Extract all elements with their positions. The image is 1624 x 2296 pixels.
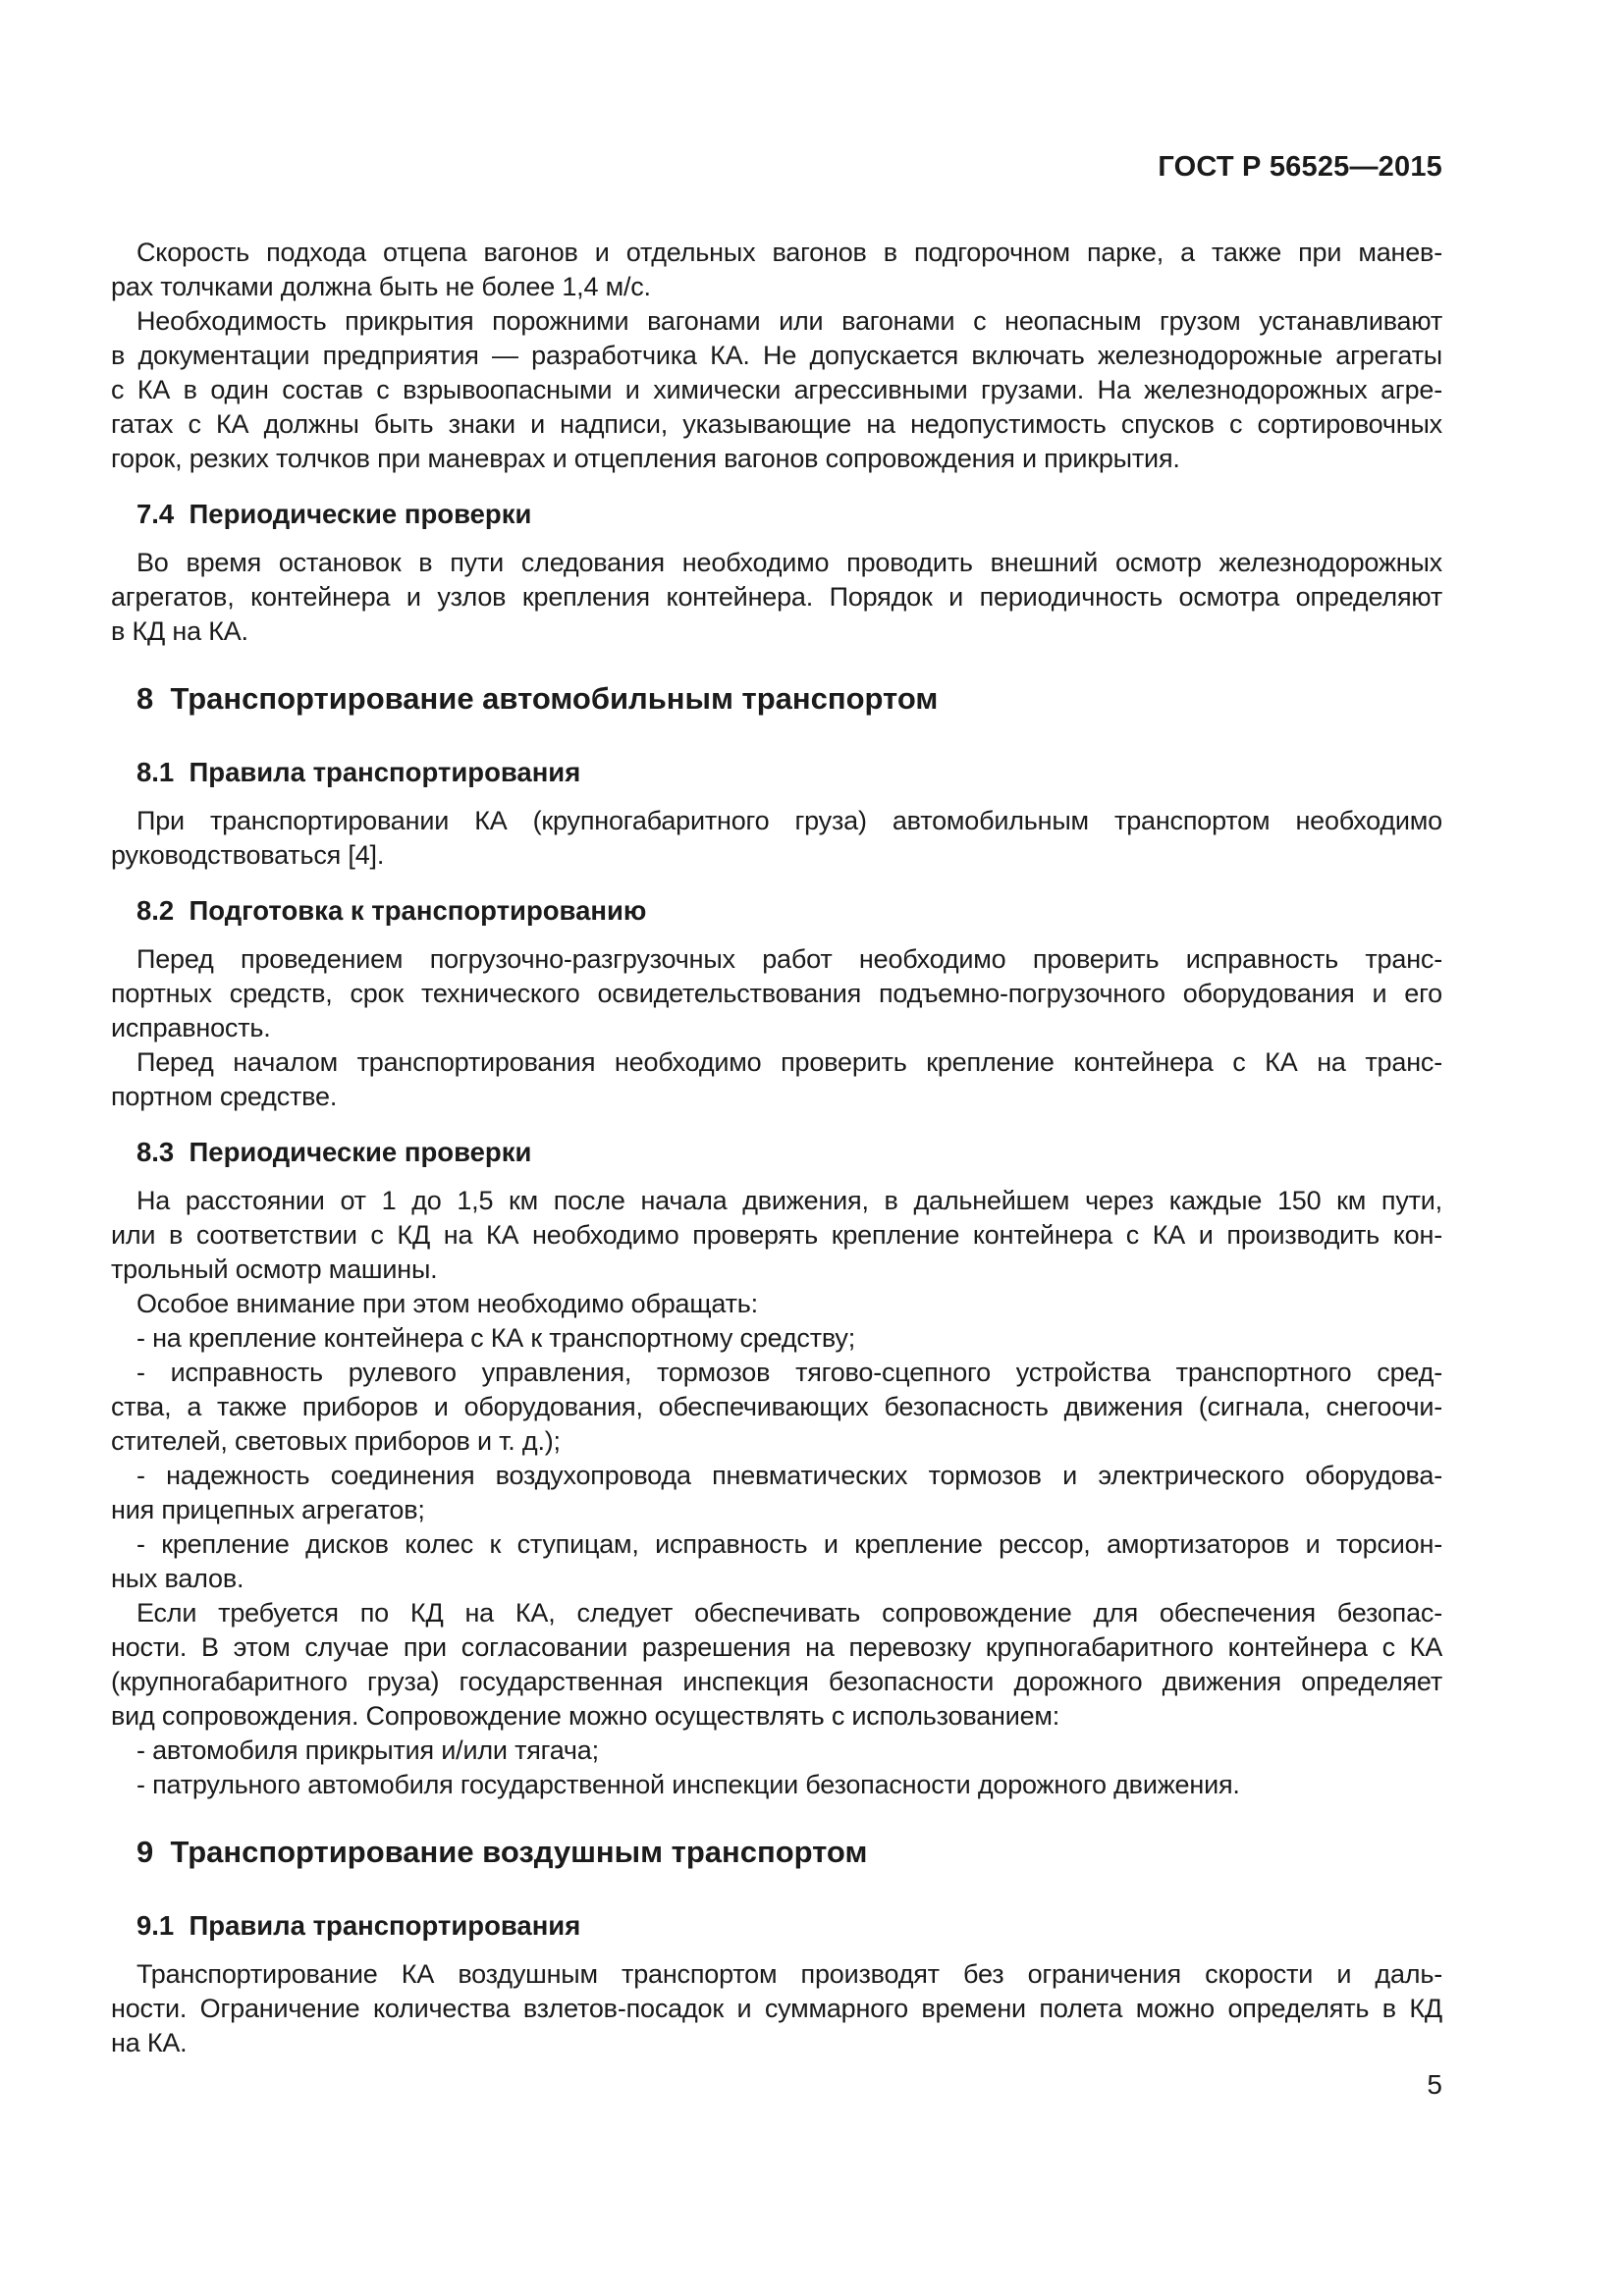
text-line: - патрульного автомобиля государственной инспекции безопасности дорожного движения. xyxy=(136,1770,1240,1799)
text-line: гатах с КА должны быть знаки и надписи, указывающие на недопустимость спусков с сортировочных xyxy=(111,409,1442,439)
document-code-header: ГОСТ Р 56525—2015 xyxy=(1158,151,1442,183)
paragraph xyxy=(111,1527,1442,1596)
paragraph xyxy=(111,804,1442,873)
text-line: - на крепление контейнера с КА к транспортному средству; xyxy=(136,1323,856,1353)
document-body xyxy=(111,236,1442,2060)
paragraph xyxy=(111,546,1442,649)
subsection-heading: 8.1 Правила транспортирования xyxy=(136,757,581,787)
paragraph xyxy=(111,304,1442,476)
text-line: (крупногабаритного груза) государственная инспекция безопасности дорожного движения определяет xyxy=(111,1667,1442,1696)
text-line: Во время остановок в пути следования необходимо проводить внешний осмотр железнодорожных xyxy=(136,548,1442,577)
text-line: агрегатов, контейнера и узлов крепления контейнера. Порядок и периодичность осмотра определяют xyxy=(111,582,1442,612)
paragraph xyxy=(111,1184,1442,1287)
subsection-heading: 8.2 Подготовка к транспортированию xyxy=(136,895,647,926)
text-line: - надежность соединения воздухопровода пневматических тормозов и электрического оборудова- xyxy=(136,1461,1442,1490)
text-line: портном средстве. xyxy=(111,1082,338,1111)
text-line: На расстоянии от 1 до 1,5 км после начала движения, в дальнейшем через каждые 150 км пути, xyxy=(136,1186,1442,1215)
paragraph xyxy=(111,1459,1442,1527)
paragraph xyxy=(111,1596,1442,1734)
text-line: ния прицепных агрегатов; xyxy=(111,1495,425,1524)
text-line: исправность. xyxy=(111,1013,271,1042)
text-line: Необходимость прикрытия порожними вагонами или вагонами с неопасным грузом устанавливают xyxy=(136,306,1442,336)
paragraph xyxy=(111,1045,1442,1114)
text-line: Скорость подхода отцепа вагонов и отдельных вагонов в подгорочном парке, а также при манев- xyxy=(136,238,1442,267)
page-number: 5 xyxy=(1427,2069,1442,2100)
text-line: - автомобиля прикрытия и/или тягача; xyxy=(136,1735,599,1765)
text-line: руководствоваться [4]. xyxy=(111,840,385,870)
text-line: ных валов. xyxy=(111,1564,244,1593)
text-line: рах толчками должна быть не более 1,4 м/с. xyxy=(111,272,651,301)
paragraph xyxy=(111,1957,1442,2060)
text-line: Транспортирование КА воздушным транспортом производят без ограничения скорости и даль- xyxy=(136,1959,1442,1989)
text-line: - крепление дисков колес к ступицам, исправность и крепление рессор, амортизаторов и торсион- xyxy=(136,1529,1442,1559)
paragraph xyxy=(111,1768,1442,1802)
subsection-heading: 7.4 Периодические проверки xyxy=(136,499,532,529)
paragraph xyxy=(111,1321,1442,1356)
text-line: портных средств, срок технического освидетельствования подъемно-погрузочного оборудования и его xyxy=(111,979,1442,1008)
subsection-heading: 9.1 Правила транспортирования xyxy=(136,1910,581,1941)
text-line: Перед началом транспортирования необходимо проверить крепление контейнера с КА на транс- xyxy=(136,1047,1442,1077)
paragraph xyxy=(111,1734,1442,1768)
text-line: При транспортировании КА (крупногабаритного груза) автомобильным транспортом необходимо xyxy=(136,806,1442,835)
text-line: Особое внимание при этом необходимо обращать: xyxy=(136,1289,758,1318)
text-line: в документации предприятия — разработчика КА. Не допускается включать железнодорожные агрегаты xyxy=(111,341,1442,370)
text-line: на КА. xyxy=(111,2028,188,2057)
text-line: ства, а также приборов и оборудования, обеспечивающих безопасность движения (сигнала, снегоочи- xyxy=(111,1392,1442,1421)
section-heading: 8 Транспортирование автомобильным транспортом xyxy=(136,681,939,716)
text-line: с КА в один состав с взрывоопасными и химически агрессивными грузами. На железнодорожных агре- xyxy=(111,375,1442,404)
text-line: вид сопровождения. Сопровождение можно осуществлять с использованием: xyxy=(111,1701,1060,1731)
text-line: или в соответствии с КД на КА необходимо проверять крепление контейнера с КА и производить кон- xyxy=(111,1220,1442,1250)
subsection-heading: 8.3 Периодические проверки xyxy=(136,1137,532,1167)
text-line: трольный осмотр машины. xyxy=(111,1255,438,1284)
text-line: Если требуется по КД на КА, следует обеспечивать сопровождение для обеспечения безопас- xyxy=(136,1598,1442,1628)
text-line: стителей, световых приборов и т. д.); xyxy=(111,1426,561,1456)
text-line: горок, резких толчков при маневрах и отцепления вагонов сопровождения и прикрытия. xyxy=(111,444,1180,473)
paragraph xyxy=(111,1356,1442,1459)
text-line: - исправность рулевого управления, тормозов тягово-сцепного устройства транспортного сред- xyxy=(136,1358,1442,1387)
paragraph xyxy=(111,942,1442,1045)
section-heading: 9 Транспортирование воздушным транспортом xyxy=(136,1835,868,1869)
text-line: ности. Ограничение количества взлетов-посадок и суммарного времени полета можно определять в КД xyxy=(111,1994,1442,2023)
paragraph xyxy=(111,1287,1442,1321)
text-line: в КД на КА. xyxy=(111,616,248,646)
text-line: Перед проведением погрузочно-разгрузочных работ необходимо проверить исправность транс- xyxy=(136,944,1442,974)
text-line: ности. В этом случае при согласовании разрешения на перевозку крупногабаритного контейнера с КА xyxy=(111,1632,1442,1662)
paragraph xyxy=(111,236,1442,304)
